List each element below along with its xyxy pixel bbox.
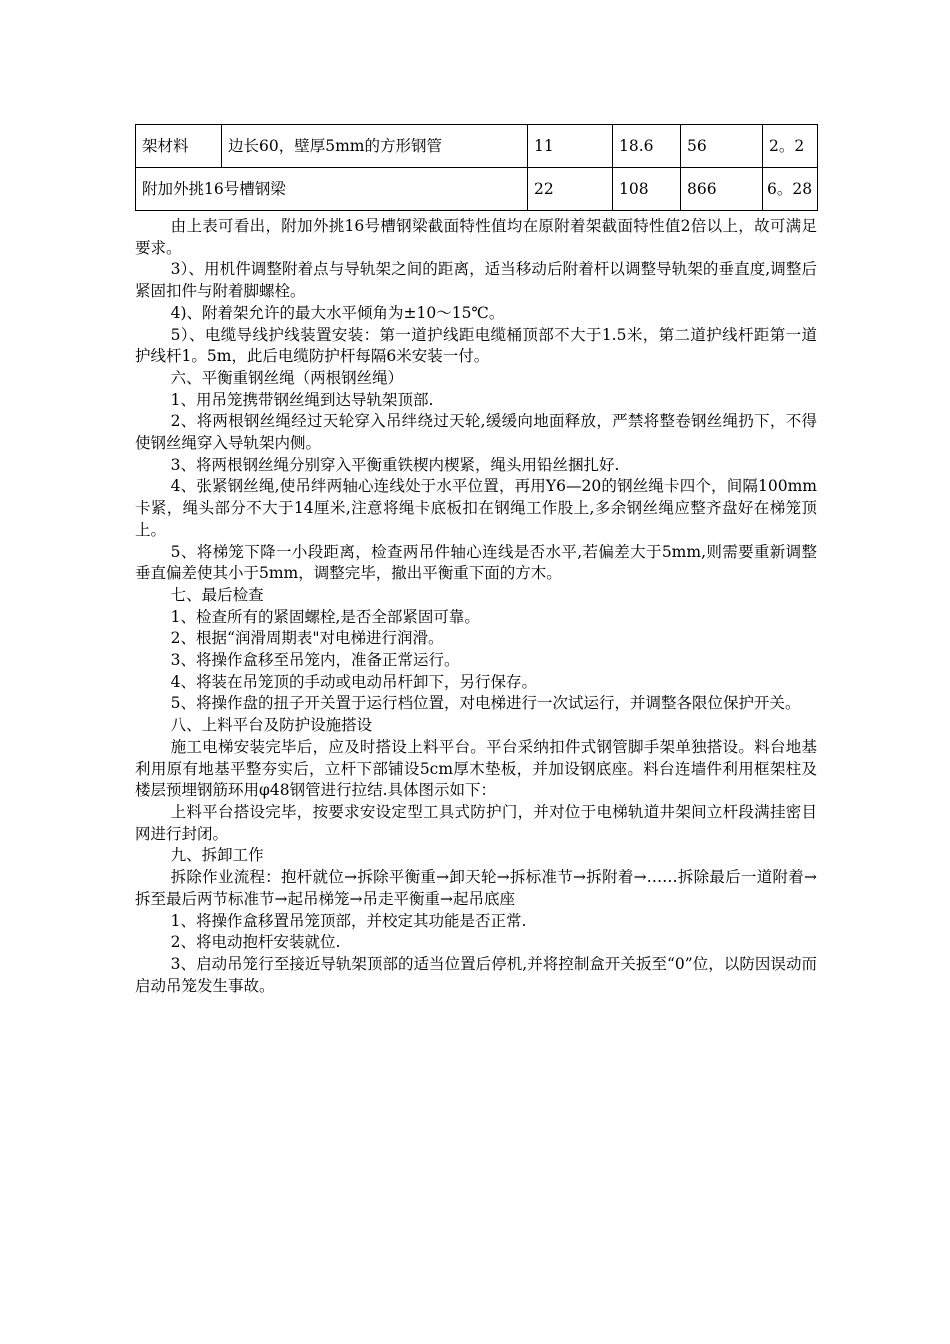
- paragraph: 1、检查所有的紧固螺栓,是否全部紧固可靠。: [170, 607, 480, 626]
- table-cell-desc: 边长60，壁厚5mm的方形钢管: [222, 125, 528, 168]
- paragraph: 上料平台搭设完毕，按要求安设定型工具式防护门，并对位于电梯轨道井架间立杆段满挂密目网进行封闭。: [135, 802, 817, 843]
- table-row: [136, 168, 818, 211]
- paragraph: 3、启动吊笼行至接近导轨架顶部的适当位置后停机,并将控制盒开关扳至“0”位，以防因误动而启动吊笼发生事故。: [135, 954, 817, 995]
- paragraph: 4)、附着架允许的最大水平倾角为±10～15℃。: [170, 303, 505, 322]
- paragraph: 由上表可看出，附加外挑16号槽钢梁截面特性值均在原附着架截面特性值2倍以上，故可满足要求。: [135, 217, 817, 257]
- section-property-table: [135, 124, 818, 211]
- paragraph: 5、将梯笼下降一小段距离，检查两吊件轴心连线是否水平,若偏差大于5mm,则需要重新调整垂直偏差使其小于5mm，调整完毕，撤出平衡重下面的方木。: [135, 542, 817, 583]
- paragraph: 拆除作业流程：抱杆就位→拆除平衡重→卸天轮→拆标准节→拆附着→……拆除最后一道附着→拆至最后两节标准节→起吊梯笼→吊走平衡重→起吊底座: [135, 868, 817, 908]
- table-cell-name: 架材料: [136, 125, 222, 168]
- table-cell-value: 2。2: [763, 125, 818, 168]
- body-text: [135, 216, 817, 997]
- table-cell-value: 866: [681, 168, 763, 211]
- paragraph: 5）、电缆导线护线装置安装：第一道护线距电缆桶顶部不大于1.5米，第二道护线杆距第一道护线杆1。5m，此后电缆防护杆每隔6米安装一付。: [135, 325, 817, 366]
- table-cell-value: 108: [613, 168, 681, 211]
- section-heading: 七、最后检查: [170, 585, 264, 604]
- table-cell-value: 18.6: [613, 125, 681, 168]
- paragraph: 3、将操作盒移至吊笼内，准备正常运行。: [170, 651, 460, 670]
- paragraph: 施工电梯安装完毕后，应及时搭设上料平台。平台采纳扣件式钢管脚手架单独搭设。料台地基利用原有地基平整夯实后，立杆下部铺设5cm厚木垫板，并加设钢底座。料台连墙件利用框架柱及楼层预埋钢筋环用φ48钢管进行拉结.具体图示如下：: [135, 737, 817, 800]
- table-cell-value: 56: [681, 125, 763, 168]
- table-cell-value: 22: [528, 168, 613, 211]
- table-row: [136, 125, 818, 168]
- paragraph: 2、将电动抱杆安装就位.: [170, 933, 341, 952]
- section-heading: 八、上料平台及防护设施搭设: [170, 716, 373, 735]
- table-cell-name: 附加外挑16号槽钢梁: [136, 168, 528, 211]
- table-cell-value: 11: [528, 125, 613, 168]
- paragraph: 4、将装在吊笼顶的手动或电动吊杆卸下，另行保存。: [170, 672, 538, 691]
- section-heading: 九、拆卸工作: [170, 846, 264, 865]
- paragraph: 1、用吊笼携带钢丝绳到达导轨架顶部.: [170, 390, 434, 409]
- paragraph: 3）、用机件调整附着点与导轨架之间的距离，适当移动后附着杆以调整导轨架的垂直度,调整后紧固扣件与附着脚螺栓。: [135, 260, 817, 301]
- paragraph: 2、将两根钢丝绳经过天轮穿入吊绊绕过天轮,缓缓向地面释放，严禁将整卷钢丝绳扔下，不得使钢丝绳穿入导轨架内侧。: [135, 412, 817, 453]
- table-cell-value: 6。28: [763, 168, 818, 211]
- paragraph: 4、张紧钢丝绳,使吊绊两轴心连线处于水平位置，再用Y6—20的钢丝绳卡四个，间隔100mm卡紧，绳头部分不大于14厘米,注意将绳卡底板扣在钢绳工作股上,多余钢丝绳应整齐盘好在梯笼顶上。: [135, 477, 817, 539]
- paragraph: 5、将操作盘的扭子开关置于运行档位置，对电梯进行一次试运行，并调整各限位保护开关。: [170, 694, 801, 713]
- paragraph: 2、根据“润滑周期表"对电梯进行润滑。: [170, 629, 444, 648]
- paragraph: 1、将操作盒移置吊笼顶部，并校定其功能是否正常.: [170, 911, 527, 930]
- paragraph: 3、将两根钢丝绳分别穿入平衡重铁楔内楔紧，绳头用铅丝捆扎好.: [170, 455, 620, 474]
- section-heading: 六、平衡重钢丝绳（两根钢丝绳）: [170, 368, 404, 387]
